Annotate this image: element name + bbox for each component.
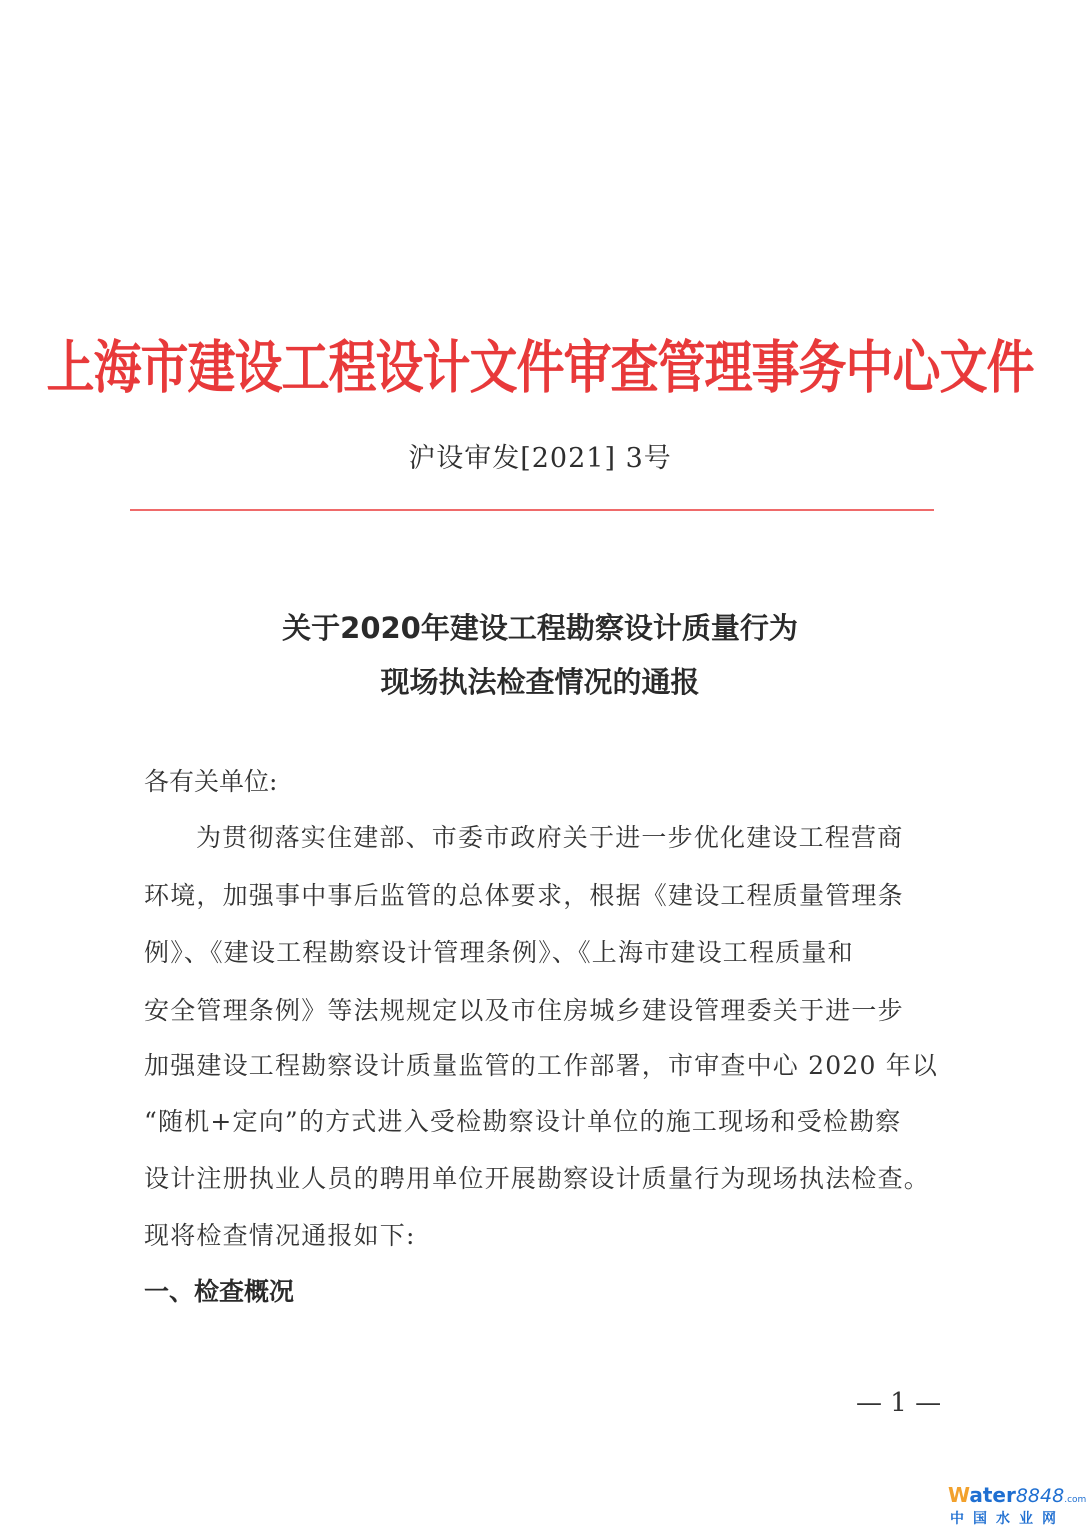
- notice-title-line-2: 现场执法检查情况的通报: [380, 665, 700, 699]
- issuing-office-title: 上海市建设工程设计文件审查管理事务中心文件: [46, 334, 1034, 402]
- body-line-6: “随机+定向”的方式进入受检勘察设计单位的施工现场和受检勘察: [144, 1107, 902, 1136]
- body-line-2: 环境，加强事中事后监管的总体要求，根据《建设工程质量管理条: [144, 881, 904, 910]
- red-divider-rule: [130, 509, 934, 511]
- notice-title-line-1: 关于2020年建设工程勘察设计质量行为: [282, 611, 798, 645]
- watermark-brand-w: W: [948, 1483, 970, 1507]
- page-number: — 1 —: [856, 1388, 942, 1418]
- watermark-brand-com: .com: [1064, 1495, 1086, 1505]
- body-line-3: 例》、《建设工程勘察设计管理条例》、《上海市建设工程质量和: [144, 938, 854, 967]
- body-line-1: 为贯彻落实住建部、市委市政府关于进一步优化建设工程营商: [196, 823, 904, 852]
- section-heading-overview: 一、检查概况: [144, 1277, 295, 1306]
- body-line-8: 现将检查情况通报如下:: [144, 1221, 416, 1250]
- body-line-5: 加强建设工程勘察设计质量监管的工作部署，市审查中心 2020 年以: [144, 1051, 939, 1080]
- document-number: 沪设审发[2021] 3号: [408, 443, 672, 474]
- watermark-brand-number: 8848: [1015, 1485, 1065, 1507]
- watermark-brand-chinese: 中国水业网: [950, 1511, 1065, 1527]
- watermark-brand: [948, 1484, 1086, 1511]
- salutation: 各有关单位:: [144, 767, 278, 796]
- body-line-7: 设计注册执业人员的聘用单位开展勘察设计质量行为现场执法检查。: [144, 1164, 931, 1193]
- watermark-brand-ater: ater: [969, 1483, 1016, 1507]
- site-watermark-logo: [948, 1483, 1086, 1530]
- body-line-4: 安全管理条例》等法规规定以及市住房城乡建设管理委关于进一步: [144, 996, 904, 1025]
